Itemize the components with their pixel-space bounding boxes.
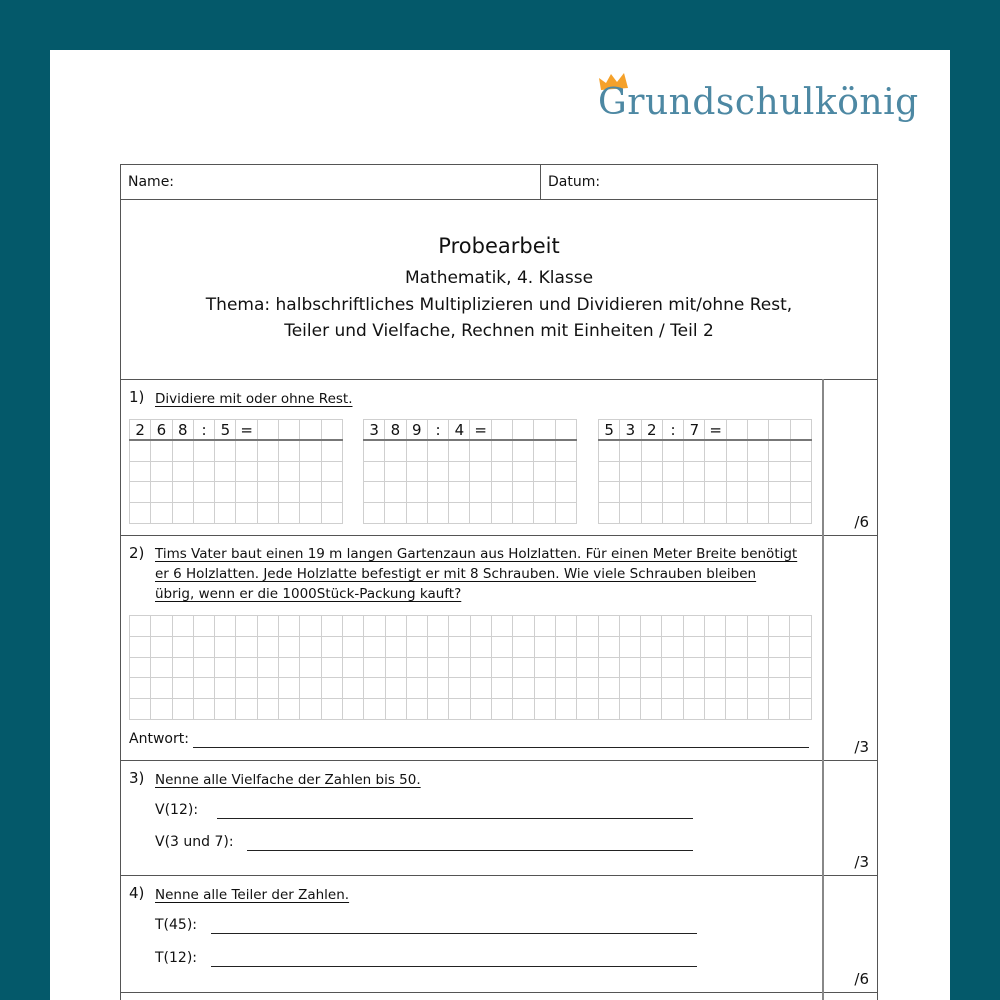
task-number: 3) bbox=[129, 769, 145, 787]
multiples-label: V(3 und 7): bbox=[155, 834, 234, 850]
multiples-label: V(12): bbox=[155, 802, 199, 818]
page-title: Probearbeit bbox=[438, 234, 560, 258]
brand-name: Grundschulkönig bbox=[598, 82, 919, 123]
divisors-row-2 bbox=[155, 950, 700, 970]
divisors-answer-line[interactable] bbox=[211, 966, 697, 967]
student-info-row bbox=[120, 164, 878, 200]
calculation-grid[interactable] bbox=[129, 615, 812, 720]
topic-line-2: Teiler und Vielfache, Rechnen mit Einheiten / Teil 2 bbox=[284, 321, 714, 341]
multiples-row-1 bbox=[155, 802, 695, 822]
task-number: 1) bbox=[129, 388, 145, 406]
answer-row bbox=[129, 731, 809, 751]
brand-logo bbox=[598, 72, 938, 132]
date-label: Datum: bbox=[548, 174, 601, 190]
score-column bbox=[822, 875, 877, 992]
worksheet-page bbox=[50, 50, 950, 1000]
subject-heading: Mathematik, 4. Klasse bbox=[404, 268, 594, 288]
task-3 bbox=[120, 760, 878, 876]
division-grid-1[interactable]: 2 6 8 : 5 = bbox=[129, 419, 343, 524]
divisors-label: T(45): bbox=[155, 917, 198, 933]
task-instruction: Nenne alle Vielfache der Zahlen bis 50. bbox=[155, 772, 421, 788]
score-label: /3 bbox=[854, 853, 869, 871]
task-4 bbox=[120, 875, 878, 993]
topic-line-1: Thema: halbschriftliches Multiplizieren und Dividieren mit/ohne Rest, bbox=[205, 295, 793, 315]
task-number: 4) bbox=[129, 884, 145, 902]
task-5-partial bbox=[120, 992, 878, 1000]
task-1 bbox=[120, 379, 878, 536]
task-instruction: Dividiere mit oder ohne Rest. bbox=[155, 391, 353, 407]
title-block bbox=[120, 199, 878, 380]
score-column bbox=[822, 992, 877, 1000]
divisors-label: T(12): bbox=[155, 950, 198, 966]
task-2 bbox=[120, 535, 878, 761]
division-grid-3[interactable]: 5 3 2 : 7 = bbox=[598, 419, 812, 524]
task-number: 2) bbox=[129, 544, 145, 562]
task-instruction: Nenne alle Teiler der Zahlen. bbox=[155, 887, 350, 903]
answer-line[interactable] bbox=[193, 747, 809, 748]
score-label: /3 bbox=[854, 738, 869, 756]
score-column bbox=[822, 760, 877, 875]
divisors-answer-line[interactable] bbox=[211, 933, 697, 934]
name-field[interactable] bbox=[121, 165, 541, 199]
divisors-row-1 bbox=[155, 917, 700, 937]
task-instruction: Tims Vater baut einen 19 m langen Gartenzaun aus Holzlatten. Für einen Meter Breite benötigt er 6 Holzlatten. Jede Holzlatte befestigt er mit 8 Schrauben. Wie viele Schrauben bleiben übrig, wenn er die 1000Stück-Packung kauft? bbox=[155, 546, 798, 602]
name-label: Name: bbox=[128, 174, 175, 190]
score-column bbox=[822, 535, 877, 760]
multiples-answer-line[interactable] bbox=[217, 818, 693, 819]
multiples-row-2 bbox=[155, 834, 695, 854]
multiples-answer-line[interactable] bbox=[247, 850, 693, 851]
score-column bbox=[822, 379, 877, 535]
answer-label: Antwort: bbox=[129, 731, 189, 747]
score-label: /6 bbox=[854, 970, 869, 988]
division-grid-2[interactable]: 3 8 9 : 4 = bbox=[363, 419, 577, 524]
score-label: /6 bbox=[854, 513, 869, 531]
date-field[interactable] bbox=[541, 165, 877, 199]
